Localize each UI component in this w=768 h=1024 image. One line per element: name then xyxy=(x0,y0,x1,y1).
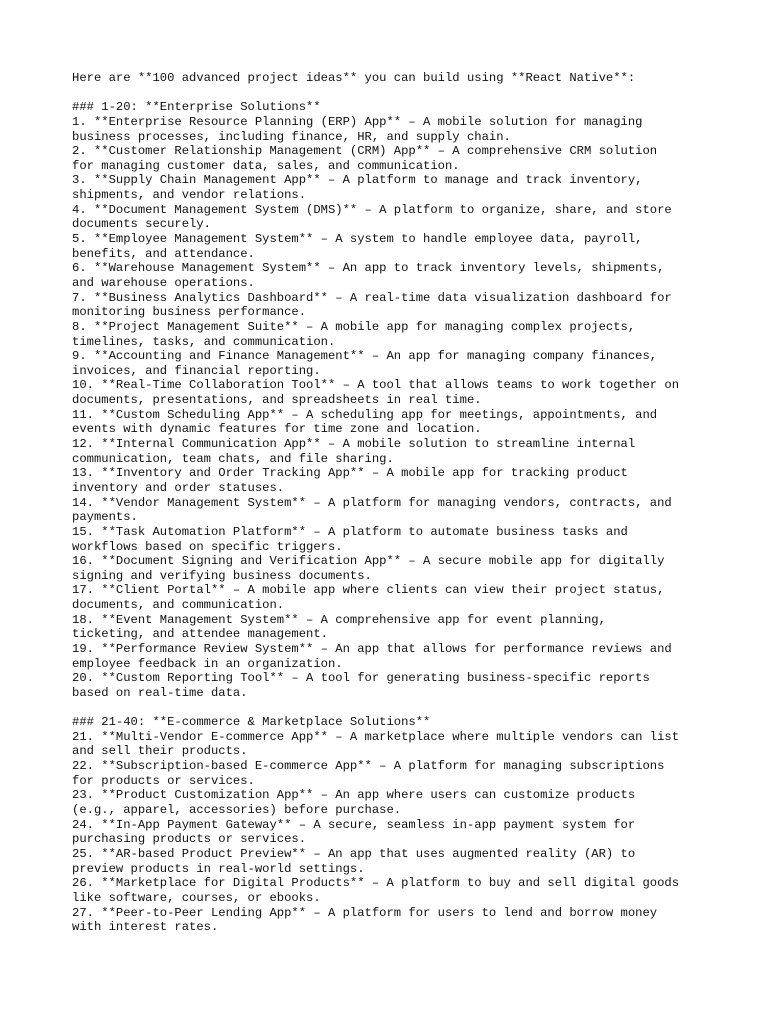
text-line: payments. xyxy=(72,510,138,525)
text-line: for products or services. xyxy=(72,773,255,788)
list-item-line: 15. **Task Automation Platform** – A platform to automate business tasks and xyxy=(72,524,628,539)
text-line: invoices, and financial reporting. xyxy=(72,363,321,378)
text-line: business processes, including finance, HR, and supply chain. xyxy=(72,129,511,144)
text-line: preview products in real-world settings. xyxy=(72,861,365,876)
text-line: based on real-time data. xyxy=(72,685,248,700)
list-item-line: 26. **Marketplace for Digital Products** – A platform to buy and sell digital goods xyxy=(72,876,680,891)
text-line: ticketing, and attendee management. xyxy=(72,627,328,642)
list-item-line: 11. **Custom Scheduling App** – A scheduling app for meetings, appointments, and xyxy=(72,407,658,422)
text-line: for managing customer data, sales, and communication. xyxy=(72,158,460,173)
text-line: like software, courses, or ebooks. xyxy=(72,890,321,905)
section-heading: ### 1-20: **Enterprise Solutions** xyxy=(72,100,321,115)
text-line: documents, and communication. xyxy=(72,598,285,613)
text-line: with interest rates. xyxy=(72,920,219,935)
list-item-line: 21. **Multi-Vendor E-commerce App** – A marketplace where multiple vendors can list xyxy=(72,729,680,744)
list-item-line: 25. **AR-based Product Preview** – An app that uses augmented reality (AR) to xyxy=(72,846,636,861)
intro-line: Here are **100 advanced project ideas** you can build using **React Native**: xyxy=(72,71,636,85)
list-item-line: 17. **Client Portal** – A mobile app where clients can view their project status, xyxy=(72,583,665,598)
text-line: communication, team chats, and file sharing. xyxy=(72,451,394,466)
list-item-line: 20. **Custom Reporting Tool** – A tool for generating business-specific reports xyxy=(72,671,650,686)
list-item-line: 12. **Internal Communication App** – A mobile solution to streamline internal xyxy=(72,437,636,452)
list-item-line: 22. **Subscription-based E-commerce App** – A platform for managing subscriptions xyxy=(72,759,665,774)
list-item-line: 1. **Enterprise Resource Planning (ERP) App** – A mobile solution for managing xyxy=(72,114,643,129)
list-item-line: 2. **Customer Relationship Management (CRM) App** – A comprehensive CRM solution xyxy=(72,144,658,159)
text-line: employee feedback in an organization. xyxy=(72,656,343,671)
list-item-line: 14. **Vendor Management System** – A platform for managing vendors, contracts, and xyxy=(72,495,672,510)
text-line: events with dynamic features for time zone and location. xyxy=(72,422,482,437)
text-line: monitoring business performance. xyxy=(72,305,307,320)
list-item-line: 6. **Warehouse Management System** – An app to track inventory levels, shipments, xyxy=(72,261,665,276)
list-item-line: 10. **Real-Time Collaboration Tool** – A tool that allows teams to work together on xyxy=(72,378,680,393)
text-line: workflows based on specific triggers. xyxy=(72,539,343,554)
list-item-line: 23. **Product Customization App** – An app where users can customize products xyxy=(72,788,636,803)
list-item-line: 19. **Performance Review System** – An app that allows for performance reviews and xyxy=(72,641,672,656)
list-item-line: 27. **Peer-to-Peer Lending App** – A platform for users to lend and borrow money xyxy=(72,905,658,920)
text-line: inventory and order statuses. xyxy=(72,480,285,495)
text-line: timelines, tasks, and communication. xyxy=(72,334,336,349)
list-item-line: 5. **Employee Management System** – A system to handle employee data, payroll, xyxy=(72,232,643,247)
list-item-line: 3. **Supply Chain Management App** – A platform to manage and track inventory, xyxy=(72,173,643,188)
text-line xyxy=(72,86,768,101)
list-item-line: 24. **In-App Payment Gateway** – A secure, seamless in-app payment system for xyxy=(72,817,636,832)
text-line: purchasing products or services. xyxy=(72,832,307,847)
list-item-line: 8. **Project Management Suite** – A mobile app for managing complex projects, xyxy=(72,319,636,334)
text-line: and warehouse operations. xyxy=(72,275,255,290)
text-line xyxy=(72,701,768,716)
list-item-line: 4. **Document Management System (DMS)** – A platform to organize, share, and store xyxy=(72,202,672,217)
text-line: (e.g., apparel, accessories) before purchase. xyxy=(72,803,402,818)
list-item-line: 13. **Inventory and Order Tracking App** – A mobile app for tracking product xyxy=(72,466,628,481)
document-text xyxy=(72,71,768,935)
section-heading: ### 21-40: **E-commerce & Marketplace Solutions** xyxy=(72,715,431,730)
list-item-line: 9. **Accounting and Finance Management** – An app for managing company finances, xyxy=(72,349,658,364)
text-line: and sell their products. xyxy=(72,744,248,759)
list-item-line: 7. **Business Analytics Dashboard** – A real-time data visualization dashboard for xyxy=(72,290,672,305)
text-line: benefits, and attendance. xyxy=(72,246,255,261)
text-line: documents, presentations, and spreadsheets in real time. xyxy=(72,393,482,408)
list-item-line: 16. **Document Signing and Verification App** – A secure mobile app for digitally xyxy=(72,554,665,569)
list-item-line: 18. **Event Management System** – A comprehensive app for event planning, xyxy=(72,612,606,627)
text-line: shipments, and vendor relations. xyxy=(72,188,307,203)
text-line: signing and verifying business documents. xyxy=(72,568,372,583)
text-line: documents securely. xyxy=(72,217,211,232)
